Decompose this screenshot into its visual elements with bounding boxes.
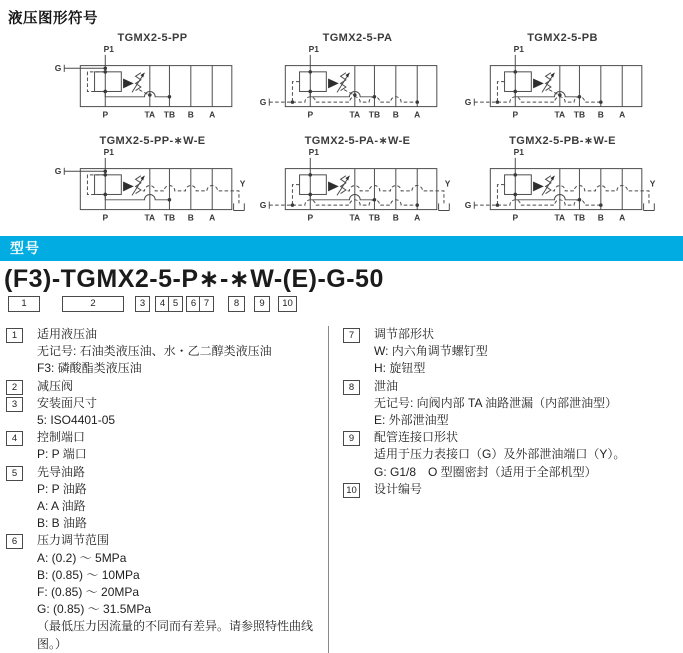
legend-number: 8 [343,380,360,395]
digit-box-6: 6 [186,296,201,312]
port-label: P [307,212,314,223]
legend [0,326,683,653]
p1-port-label: P1 [513,44,524,55]
port-label: B [597,212,604,223]
port-label: TB [573,109,586,120]
legend-line: 无记号: 石油类液压油、水・乙二醇类液压油 [37,344,272,359]
legend-item-3 [6,395,328,429]
port-label: B [187,109,194,120]
diagram-grid [0,28,683,233]
legend-line: P: P 油路 [37,481,87,496]
digit-box-3: 3 [135,296,150,312]
legend-line: F3: 磷酸酯类液压油 [37,361,142,376]
legend-item-10 [343,481,683,498]
section-title-hydraulic-symbols: 液压图形符号 [8,11,98,27]
legend-column-right [329,326,683,653]
legend-lines [37,532,328,652]
port-label: B [392,212,399,223]
legend-line: W: 内六角调节螺钉型 [374,344,488,359]
y-port-label: Y [239,178,246,189]
diagram-title: TGMX2-5-PB-∗W-E [509,135,616,147]
legend-line: G: (0.85) ～ 31.5MPa [37,602,152,617]
port-label: A [414,109,421,120]
digit-box-5: 5 [168,296,183,312]
hydraulic-symbol-pp-w-e [50,147,255,233]
legend-line: E: 外部泄油型 [374,413,449,428]
legend-line: 5: ISO4401-05 [37,413,116,428]
digit-box-4: 4 [155,296,170,312]
y-port-label: Y [444,178,451,189]
legend-line: G: G1/8 O 型圈密封（适用于全部机型） [374,464,597,479]
legend-line: 调节部形状 [374,327,435,341]
port-label: TA [554,109,566,120]
p1-port-label: P1 [103,44,114,55]
hydraulic-symbol-pp [50,44,255,130]
port-label: TA [144,212,156,223]
g-port-label: G [54,62,62,73]
g-port-label: G [259,96,267,107]
port-label: P [512,212,519,223]
legend-column-left [0,326,329,653]
diagram-title: TGMX2-5-PP-∗W-E [99,135,206,147]
legend-line: 先导油路 [37,464,86,479]
legend-lines [374,429,683,481]
legend-line: 压力调节范围 [37,533,110,548]
legend-line: F: (0.85) ～ 20MPa [37,585,140,600]
legend-line: 适用于压力表接口（G）及外部泄油端口（Y）。 [374,447,626,462]
legend-item-6 [6,532,328,652]
legend-item-4 [6,429,328,463]
port-label: TB [163,212,176,223]
diagram-cell [460,30,665,130]
hydraulic-symbol-pb [460,44,665,130]
legend-line: 安装面尺寸 [37,395,98,410]
port-label: B [597,109,604,120]
digit-box-7: 7 [199,296,214,312]
legend-item-9 [343,429,683,481]
port-label: TA [349,109,361,120]
g-port-label: G [259,199,267,210]
legend-line: 适用液压油 [37,327,98,341]
port-label: B [187,212,194,223]
digit-box-1: 1 [8,296,40,312]
p1-port-label: P1 [308,147,319,158]
legend-line: B: (0.85) ～ 10MPa [37,567,140,582]
diagram-cell [460,132,665,233]
legend-number: 7 [343,328,360,343]
digit-box-9: 9 [254,296,270,312]
model-section-title: 型号 [10,240,40,256]
port-label: TB [368,212,381,223]
port-label: P [102,109,109,120]
p1-port-label: P1 [308,44,319,55]
diagram-title: TGMX2-5-PB [527,32,598,44]
diagram-title: TGMX2-5-PA-∗W-E [304,135,411,147]
port-label: A [414,212,421,223]
digit-box-10: 10 [278,296,297,312]
hydraulic-symbol-pa [255,44,460,130]
port-label: A [209,212,216,223]
legend-line: A: A 油路 [37,499,86,514]
diagram-cell [255,132,460,233]
legend-item-7 [343,326,683,378]
model-section-banner [0,236,683,261]
diagram-cell [50,132,255,233]
diagram-cell [50,30,255,130]
port-label: P [512,109,519,120]
legend-line: 泄油 [374,378,399,393]
port-label: TB [163,109,176,120]
port-label: A [619,109,626,120]
g-port-label: G [464,199,472,210]
legend-lines [374,378,683,430]
port-label: A [619,212,626,223]
legend-line: B: B 油路 [37,516,88,531]
port-label: A [209,109,216,120]
legend-lines [37,464,328,533]
y-port-label: Y [649,178,656,189]
g-port-label: G [54,165,62,176]
model-code: (F3)-TGMX2-5-P∗-∗W-(E)-G-50 [4,265,384,293]
legend-number: 6 [6,534,23,549]
legend-lines [37,429,328,463]
legend-lines [374,326,683,378]
legend-line: 无记号: 向阀内部 TA 油路泄漏（内部泄油型） [374,395,618,410]
legend-number: 1 [6,328,23,343]
legend-number: 4 [6,431,23,446]
legend-item-8 [343,378,683,430]
legend-item-1 [6,326,328,378]
legend-line: 减压阀 [37,378,74,393]
diagram-title: TGMX2-5-PA [322,32,393,44]
p1-port-label: P1 [103,147,114,158]
legend-line: A: (0.2) ～ 5MPa [37,550,127,565]
legend-number: 5 [6,466,23,481]
p1-port-label: P1 [513,147,524,158]
port-label: TB [368,109,381,120]
hydraulic-symbol-pb-w-e [460,147,665,233]
hydraulic-symbol-pa-w-e [255,147,460,233]
legend-number: 9 [343,431,360,446]
legend-line: 控制端口 [37,430,86,445]
digit-box-2: 2 [62,296,124,312]
legend-lines [37,378,328,395]
legend-lines [374,481,683,498]
diagram-title: TGMX2-5-PP [117,32,188,44]
legend-item-2 [6,378,328,395]
legend-line: P: P 端口 [37,447,87,462]
legend-number: 3 [6,397,23,412]
port-label: TA [144,109,156,120]
legend-lines [37,395,328,429]
model-digit-boxes [0,296,683,314]
legend-line: 配管连接口形状 [374,430,459,445]
legend-number: 2 [6,380,23,395]
port-label: TB [573,212,586,223]
legend-line: （最低压力因流量的不同而有差异。请参照特性曲线图。） [37,619,314,651]
port-label: B [392,109,399,120]
legend-line: H: 旋钮型 [374,361,426,376]
legend-line: 设计编号 [374,481,423,496]
digit-box-8: 8 [228,296,245,312]
port-label: TA [349,212,361,223]
port-label: TA [554,212,566,223]
legend-lines [37,326,328,378]
port-label: P [307,109,314,120]
legend-item-5 [6,464,328,533]
port-label: P [102,212,109,223]
diagram-cell [255,30,460,130]
legend-number: 10 [343,483,360,498]
g-port-label: G [464,96,472,107]
